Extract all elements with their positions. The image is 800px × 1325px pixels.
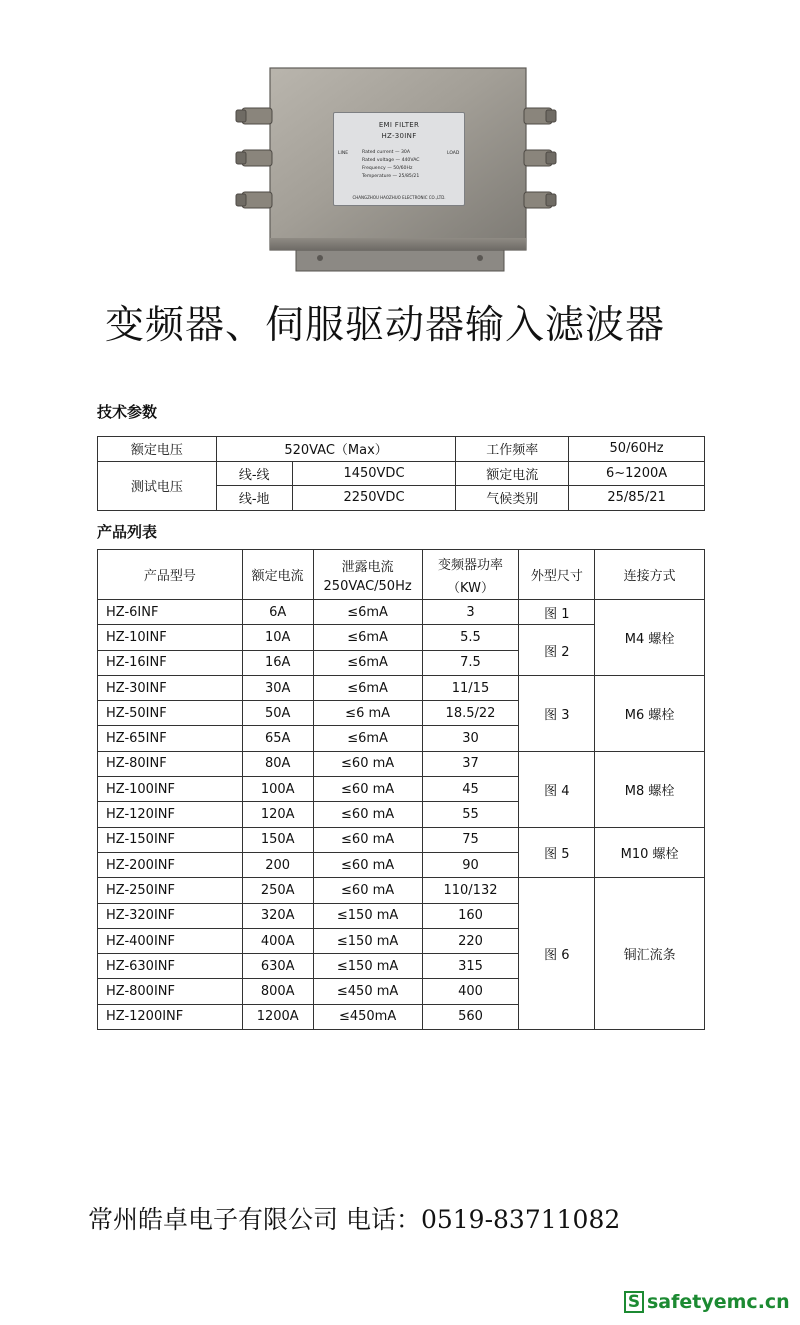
cell-model: HZ-100INF: [98, 777, 243, 802]
test-voltage-label: 测试电压: [98, 461, 217, 510]
header-leak: [313, 550, 422, 600]
lg-value: 2250VDC: [292, 486, 456, 511]
cell-power: 18.5/22: [422, 701, 519, 726]
site-domain: safetyemc.cn: [647, 1291, 790, 1313]
nameplate-load-label: LOAD: [447, 151, 460, 156]
cell-power: 3: [422, 600, 519, 625]
cell-leak: ≤60 mA: [313, 777, 422, 802]
safety-logo-icon: S: [624, 1291, 644, 1313]
cell-connect: M10 螺栓: [595, 827, 705, 878]
cell-current: 120A: [242, 802, 313, 827]
cell-power: 7.5: [422, 650, 519, 675]
cell-model: HZ-120INF: [98, 802, 243, 827]
cell-leak: ≤6 mA: [313, 701, 422, 726]
nameplate: [333, 112, 465, 206]
nameplate-row: Frequency — 50/60Hz: [362, 166, 413, 171]
cell-model: HZ-1200INF: [98, 1004, 243, 1029]
products-heading: 产品列表: [97, 523, 158, 541]
header-power-line1: 变频器功率: [437, 557, 503, 573]
cell-power: 315: [422, 954, 519, 979]
cell-leak: ≤450 mA: [313, 979, 422, 1004]
cell-power: 5.5: [422, 625, 519, 650]
cell-power: 110/132: [422, 878, 519, 903]
cell-connect: M6 螺栓: [595, 675, 705, 751]
climate-label: 气候类别: [456, 486, 569, 511]
cell-size: 图 4: [519, 751, 595, 827]
cell-model: HZ-630INF: [98, 954, 243, 979]
rated-current-value: 6~1200A: [569, 461, 705, 486]
table-header-row: [98, 550, 705, 600]
cell-current: 10A: [242, 625, 313, 650]
cell-size: 图 1: [519, 600, 595, 625]
cell-power: 560: [422, 1004, 519, 1029]
header-connect: 连接方式: [595, 550, 705, 600]
cell-leak: ≤450mA: [313, 1004, 422, 1029]
nameplate-title: EMI FILTER: [378, 121, 420, 129]
table-row: [98, 437, 705, 462]
cell-current: 630A: [242, 954, 313, 979]
cell-current: 320A: [242, 903, 313, 928]
climate-value: 25/85/21: [569, 486, 705, 511]
spec-table: [97, 436, 705, 511]
table-row: [98, 878, 705, 903]
cell-model: HZ-250INF: [98, 878, 243, 903]
cell-power: 400: [422, 979, 519, 1004]
cell-model: HZ-80INF: [98, 751, 243, 776]
table-row: [98, 461, 705, 486]
cell-leak: ≤60 mA: [313, 751, 422, 776]
cell-leak: ≤6mA: [313, 726, 422, 751]
cell-power: 37: [422, 751, 519, 776]
frequency-value: 50/60Hz: [569, 437, 705, 462]
cell-model: HZ-50INF: [98, 701, 243, 726]
cell-leak: ≤150 mA: [313, 928, 422, 953]
cell-leak: ≤6mA: [313, 600, 422, 625]
header-power: [422, 550, 519, 600]
cell-model: HZ-65INF: [98, 726, 243, 751]
cell-power: 11/15: [422, 675, 519, 700]
rated-voltage-value: 520VAC（Max）: [216, 437, 456, 462]
nameplate-manufacturer: CHANGZHOU HAOZHUO ELECTRONIC CO.,LTD.: [352, 195, 446, 200]
cell-model: HZ-800INF: [98, 979, 243, 1004]
cell-current: 65A: [242, 726, 313, 751]
cell-current: 250A: [242, 878, 313, 903]
header-leak-line2: 250VAC/50Hz: [323, 578, 412, 594]
header-model: 产品型号: [98, 550, 243, 600]
cell-size: 图 5: [519, 827, 595, 878]
cell-connect: M8 螺栓: [595, 751, 705, 827]
cell-model: HZ-16INF: [98, 650, 243, 675]
cell-power: 90: [422, 852, 519, 877]
table-row: [98, 751, 705, 776]
frequency-label: 工作频率: [456, 437, 569, 462]
cell-current: 100A: [242, 777, 313, 802]
cell-model: HZ-200INF: [98, 852, 243, 877]
product-table: [97, 549, 705, 1030]
cell-size: 图 3: [519, 675, 595, 751]
header-size: 外型尺寸: [519, 550, 595, 600]
spec-heading: 技术参数: [97, 403, 158, 421]
cell-current: 1200A: [242, 1004, 313, 1029]
cell-power: 220: [422, 928, 519, 953]
nameplate-row: Rated voltage — 440VAC: [362, 158, 420, 163]
cell-current: 800A: [242, 979, 313, 1004]
cell-leak: ≤6mA: [313, 675, 422, 700]
cell-current: 200: [242, 852, 313, 877]
cell-size: 图 2: [519, 625, 595, 676]
cell-power: 75: [422, 827, 519, 852]
table-row: [98, 827, 705, 852]
cell-current: 6A: [242, 600, 313, 625]
cell-leak: ≤150 mA: [313, 903, 422, 928]
cell-leak: ≤60 mA: [313, 852, 422, 877]
table-row: [98, 675, 705, 700]
rated-voltage-label: 额定电压: [98, 437, 217, 462]
cell-model: HZ-400INF: [98, 928, 243, 953]
cell-power: 160: [422, 903, 519, 928]
header-power-line2: （KW）: [447, 580, 494, 596]
rated-current-label: 额定电流: [456, 461, 569, 486]
cell-model: HZ-150INF: [98, 827, 243, 852]
cell-current: 50A: [242, 701, 313, 726]
page-title: 变频器、伺服驱动器输入滤波器: [105, 303, 666, 348]
header-current: 额定电流: [242, 550, 313, 600]
cell-current: 150A: [242, 827, 313, 852]
ll-value: 1450VDC: [292, 461, 456, 486]
cell-power: 45: [422, 777, 519, 802]
cell-leak: ≤6mA: [313, 625, 422, 650]
cell-connect: M4 螺栓: [595, 600, 705, 676]
cell-leak: ≤60 mA: [313, 878, 422, 903]
cell-model: HZ-10INF: [98, 625, 243, 650]
cell-power: 30: [422, 726, 519, 751]
cell-leak: ≤60 mA: [313, 827, 422, 852]
ll-label: 线-线: [216, 461, 292, 486]
nameplate-row: Temperature — 25/85/21: [362, 174, 420, 179]
cell-current: 30A: [242, 675, 313, 700]
cell-current: 16A: [242, 650, 313, 675]
cell-model: HZ-30INF: [98, 675, 243, 700]
nameplate-row: Rated current — 30A: [362, 150, 410, 155]
cell-current: 400A: [242, 928, 313, 953]
company-footer: 常州皓卓电子有限公司 电话：0519-83711082: [88, 1205, 621, 1234]
site-brand[interactable]: [624, 1289, 790, 1315]
cell-connect: 铜汇流条: [595, 878, 705, 1030]
cell-leak: ≤60 mA: [313, 802, 422, 827]
nameplate-line-label: LINE: [338, 151, 349, 156]
header-leak-line1: 泄露电流: [341, 559, 394, 575]
nameplate-model: HZ-30INF: [381, 132, 417, 140]
lg-label: 线-地: [216, 486, 292, 511]
cell-model: HZ-320INF: [98, 903, 243, 928]
cell-power: 55: [422, 802, 519, 827]
cell-size: 图 6: [519, 878, 595, 1030]
cell-leak: ≤6mA: [313, 650, 422, 675]
cell-leak: ≤150 mA: [313, 954, 422, 979]
cell-current: 80A: [242, 751, 313, 776]
cell-model: HZ-6INF: [98, 600, 243, 625]
table-row: [98, 600, 705, 625]
